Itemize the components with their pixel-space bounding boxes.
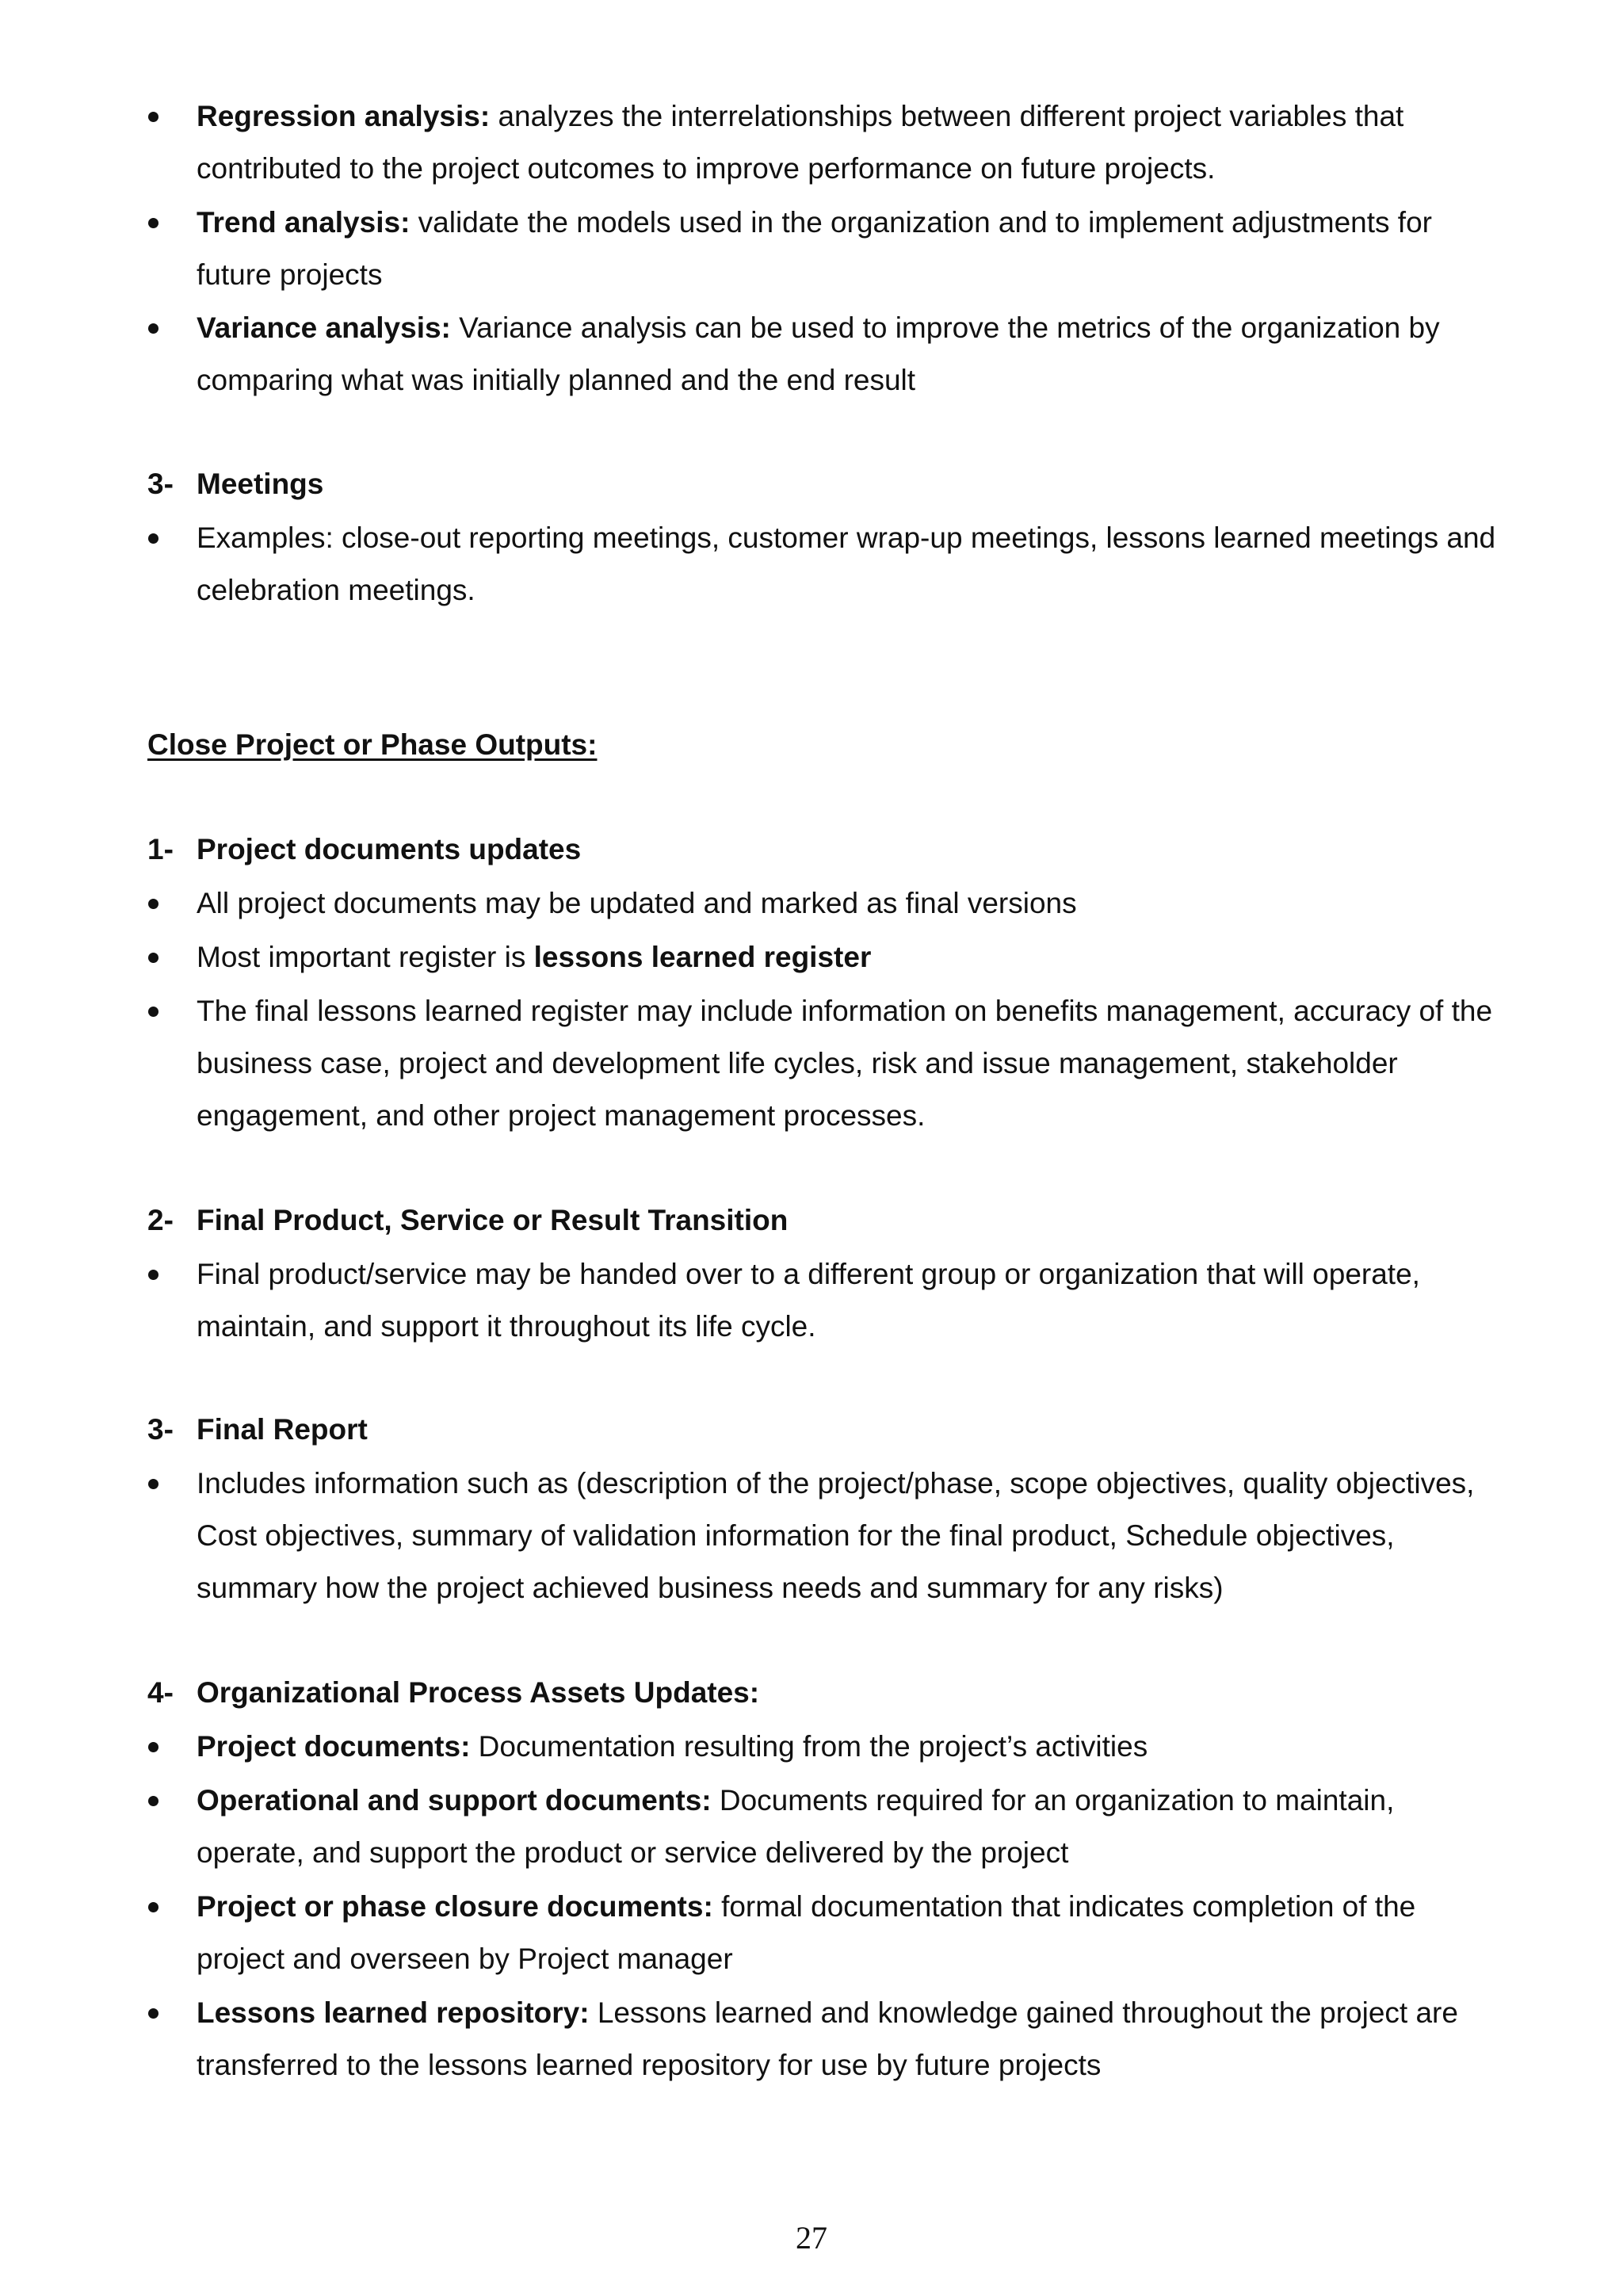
trend-analysis-item (197, 205, 1432, 240)
fr-bullet-cont: summary how the project achieved business needs and summary for any risks) (197, 1572, 1224, 1604)
section-number: 4- (147, 1676, 174, 1709)
opa-operational-support-documents-cont: operate, and support the product or service delivered by the project (197, 1836, 1069, 1869)
opa-lessons-learned-repository: Lessons learned repository: Lessons learned and knowledge gained throughout the project are (197, 1996, 1458, 2029)
outputs-section-heading: Close Project or Phase Outputs: (147, 728, 598, 761)
trend-analysis-label: Trend analysis: (197, 206, 411, 239)
trend-analysis-text: validate the models used in the organization and to implement adjustments for (410, 206, 1432, 239)
regression-analysis-item (197, 99, 1403, 134)
variance-analysis-text-cont: comparing what was initially planned and the end result (197, 364, 916, 396)
lessons-learned-register-emphasis: lessons learned register (533, 941, 872, 973)
opa-closure-documents: Project or phase closure documents: formal documentation that indicates completion of the (197, 1890, 1416, 1923)
section-number: 1- (147, 833, 174, 865)
final-product-transition-heading: Final Product, Service or Result Transition (197, 1204, 789, 1236)
section-number: 3- (147, 468, 174, 500)
fr-bullet: Includes information such as (description of the project/phase, scope objectives, quality objectives, (197, 1467, 1475, 1499)
regression-analysis-text-cont: contributed to the project outcomes to improve performance on future projects. (197, 152, 1216, 185)
bullet-icon (148, 1007, 158, 1017)
variance-analysis-item (197, 311, 1440, 346)
regression-analysis-text: analyzes the interrelationships between different project variables that (490, 100, 1404, 132)
bullet-icon (148, 899, 158, 909)
variance-analysis-text: Variance analysis can be used to improve the metrics of the organization by (450, 311, 1440, 344)
meetings-examples: Examples: close-out reporting meetings, customer wrap-up meetings, lessons learned meetings and (197, 521, 1496, 554)
opa-lessons-learned-repository-cont: transferred to the lessons learned repository for use by future projects (197, 2049, 1102, 2081)
bullet-icon (148, 533, 158, 544)
final-report-heading: Final Report (197, 1413, 368, 1446)
bullet-icon (148, 1479, 158, 1489)
fpt-bullet: Final product/service may be handed over to a different group or organization that will operate, (197, 1258, 1420, 1290)
variance-analysis-label: Variance analysis: (197, 311, 451, 344)
pdu-bullet-3: The final lessons learned register may include information on benefits management, accuracy of the (197, 995, 1493, 1027)
bullet-icon (148, 218, 158, 228)
pdu-bullet-1: All project documents may be updated and marked as final versions (197, 887, 1077, 919)
fr-bullet-cont: Cost objectives, summary of validation information for the final product, Schedule objectives, (197, 1519, 1395, 1552)
project-documents-updates-heading: Project documents updates (197, 833, 582, 865)
bullet-icon (148, 2008, 158, 2019)
opa-closure-documents-cont: project and overseen by Project manager (197, 1943, 733, 1975)
opa-operational-support-documents: Operational and support documents: Documents required for an organization to maintain, (197, 1784, 1395, 1817)
fpt-bullet-cont: maintain, and support it throughout its life cycle. (197, 1310, 816, 1343)
bullet-icon (148, 112, 158, 122)
pdu-bullet-3-cont: business case, project and development life cycles, risk and issue management, stakeholder (197, 1047, 1398, 1079)
trend-analysis-text-cont: future projects (197, 258, 383, 291)
section-number: 2- (147, 1204, 174, 1236)
bullet-icon (148, 1902, 158, 1912)
meetings-heading: Meetings (197, 468, 324, 500)
bullet-icon (148, 323, 158, 334)
bullet-icon (148, 953, 158, 963)
pdu-bullet-2: Most important register is lessons learned register (197, 941, 872, 973)
section-number: 3- (147, 1413, 174, 1446)
bullet-icon (148, 1270, 158, 1280)
page-number: 27 (796, 2220, 827, 2256)
opa-project-documents: Project documents: Documentation resulting from the project’s activities (197, 1730, 1148, 1763)
regression-analysis-label: Regression analysis: (197, 100, 491, 132)
meetings-examples-cont: celebration meetings. (197, 574, 475, 606)
bullet-icon (148, 1796, 158, 1806)
bullet-icon (148, 1742, 158, 1752)
pdu-bullet-3-cont: engagement, and other project management processes. (197, 1099, 926, 1132)
opa-updates-heading: Organizational Process Assets Updates: (197, 1676, 760, 1709)
